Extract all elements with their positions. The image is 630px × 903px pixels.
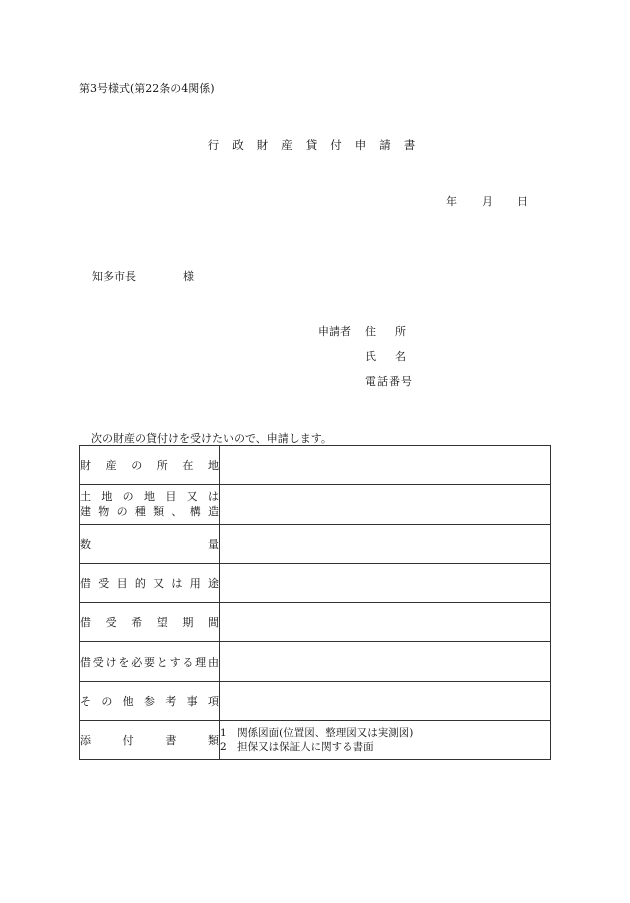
- intro-text: 次の財産の貸付けを受けたいので、申請します。: [91, 432, 332, 445]
- attachment-item: 2 担保又は保証人に関する書面: [220, 741, 374, 754]
- form-number: 第3号様式(第22条の4関係): [79, 82, 215, 95]
- row-label-cell: [80, 485, 220, 524]
- row-value-cell[interactable]: [220, 524, 551, 563]
- row-label-line: 数 量: [80, 537, 219, 551]
- attachment-item: 1 関係図面(位置図、整理図又は実測図): [220, 727, 414, 740]
- row-label-cell: [80, 524, 220, 563]
- row-value-cell[interactable]: [220, 681, 551, 720]
- row-label-cell: [80, 721, 220, 760]
- row-value-cell[interactable]: [220, 642, 551, 681]
- table-row: [80, 446, 551, 485]
- applicant-name-label: 氏名: [365, 350, 425, 363]
- table-row: [80, 485, 551, 524]
- table-row: [80, 603, 551, 642]
- addressee-name: 知多市長: [92, 270, 136, 283]
- row-value-cell[interactable]: [220, 446, 551, 485]
- row-label-line: 借 受 希 望 期 間: [80, 616, 219, 630]
- row-value-cell[interactable]: [220, 563, 551, 602]
- addressee-suffix: 様: [183, 270, 194, 283]
- row-value-cell[interactable]: [220, 485, 551, 524]
- row-value-cell[interactable]: [220, 721, 551, 760]
- row-label-cell: [80, 446, 220, 485]
- date-year-label: 年: [446, 195, 457, 208]
- document-title: 行政財産貸付申請書: [207, 138, 429, 152]
- table-row: [80, 642, 551, 681]
- row-label-line: 借 受 け を 必 要 と す る 理 由: [80, 655, 219, 669]
- row-label-cell: [80, 642, 220, 681]
- applicant-address-label: 住所: [365, 325, 425, 338]
- row-label-line: 土 地 の 地 目 又 は: [80, 490, 219, 504]
- date-day-label: 日: [517, 195, 528, 208]
- row-label-line: 財 産 の 所 在 地: [80, 459, 219, 473]
- date-month-label: 月: [482, 195, 493, 208]
- table-row: [80, 524, 551, 563]
- property-table: [79, 445, 551, 760]
- row-label-line: 借 受 目 的 又 は 用 途: [80, 577, 219, 591]
- row-label-cell: [80, 563, 220, 602]
- row-label-cell: [80, 603, 220, 642]
- row-value-cell[interactable]: [220, 603, 551, 642]
- applicant-label: 申請者: [318, 325, 351, 338]
- row-label-cell: [80, 681, 220, 720]
- row-label-line: そ の 他 参 考 事 項: [80, 694, 219, 708]
- table-row: [80, 721, 551, 760]
- table-row: [80, 563, 551, 602]
- applicant-phone-label: 電話番号: [365, 375, 413, 388]
- table-row: [80, 681, 551, 720]
- row-label-line: 建 物 の 種 類 、 構 造: [80, 505, 219, 519]
- row-label-line: 添 付 書 類: [80, 734, 219, 748]
